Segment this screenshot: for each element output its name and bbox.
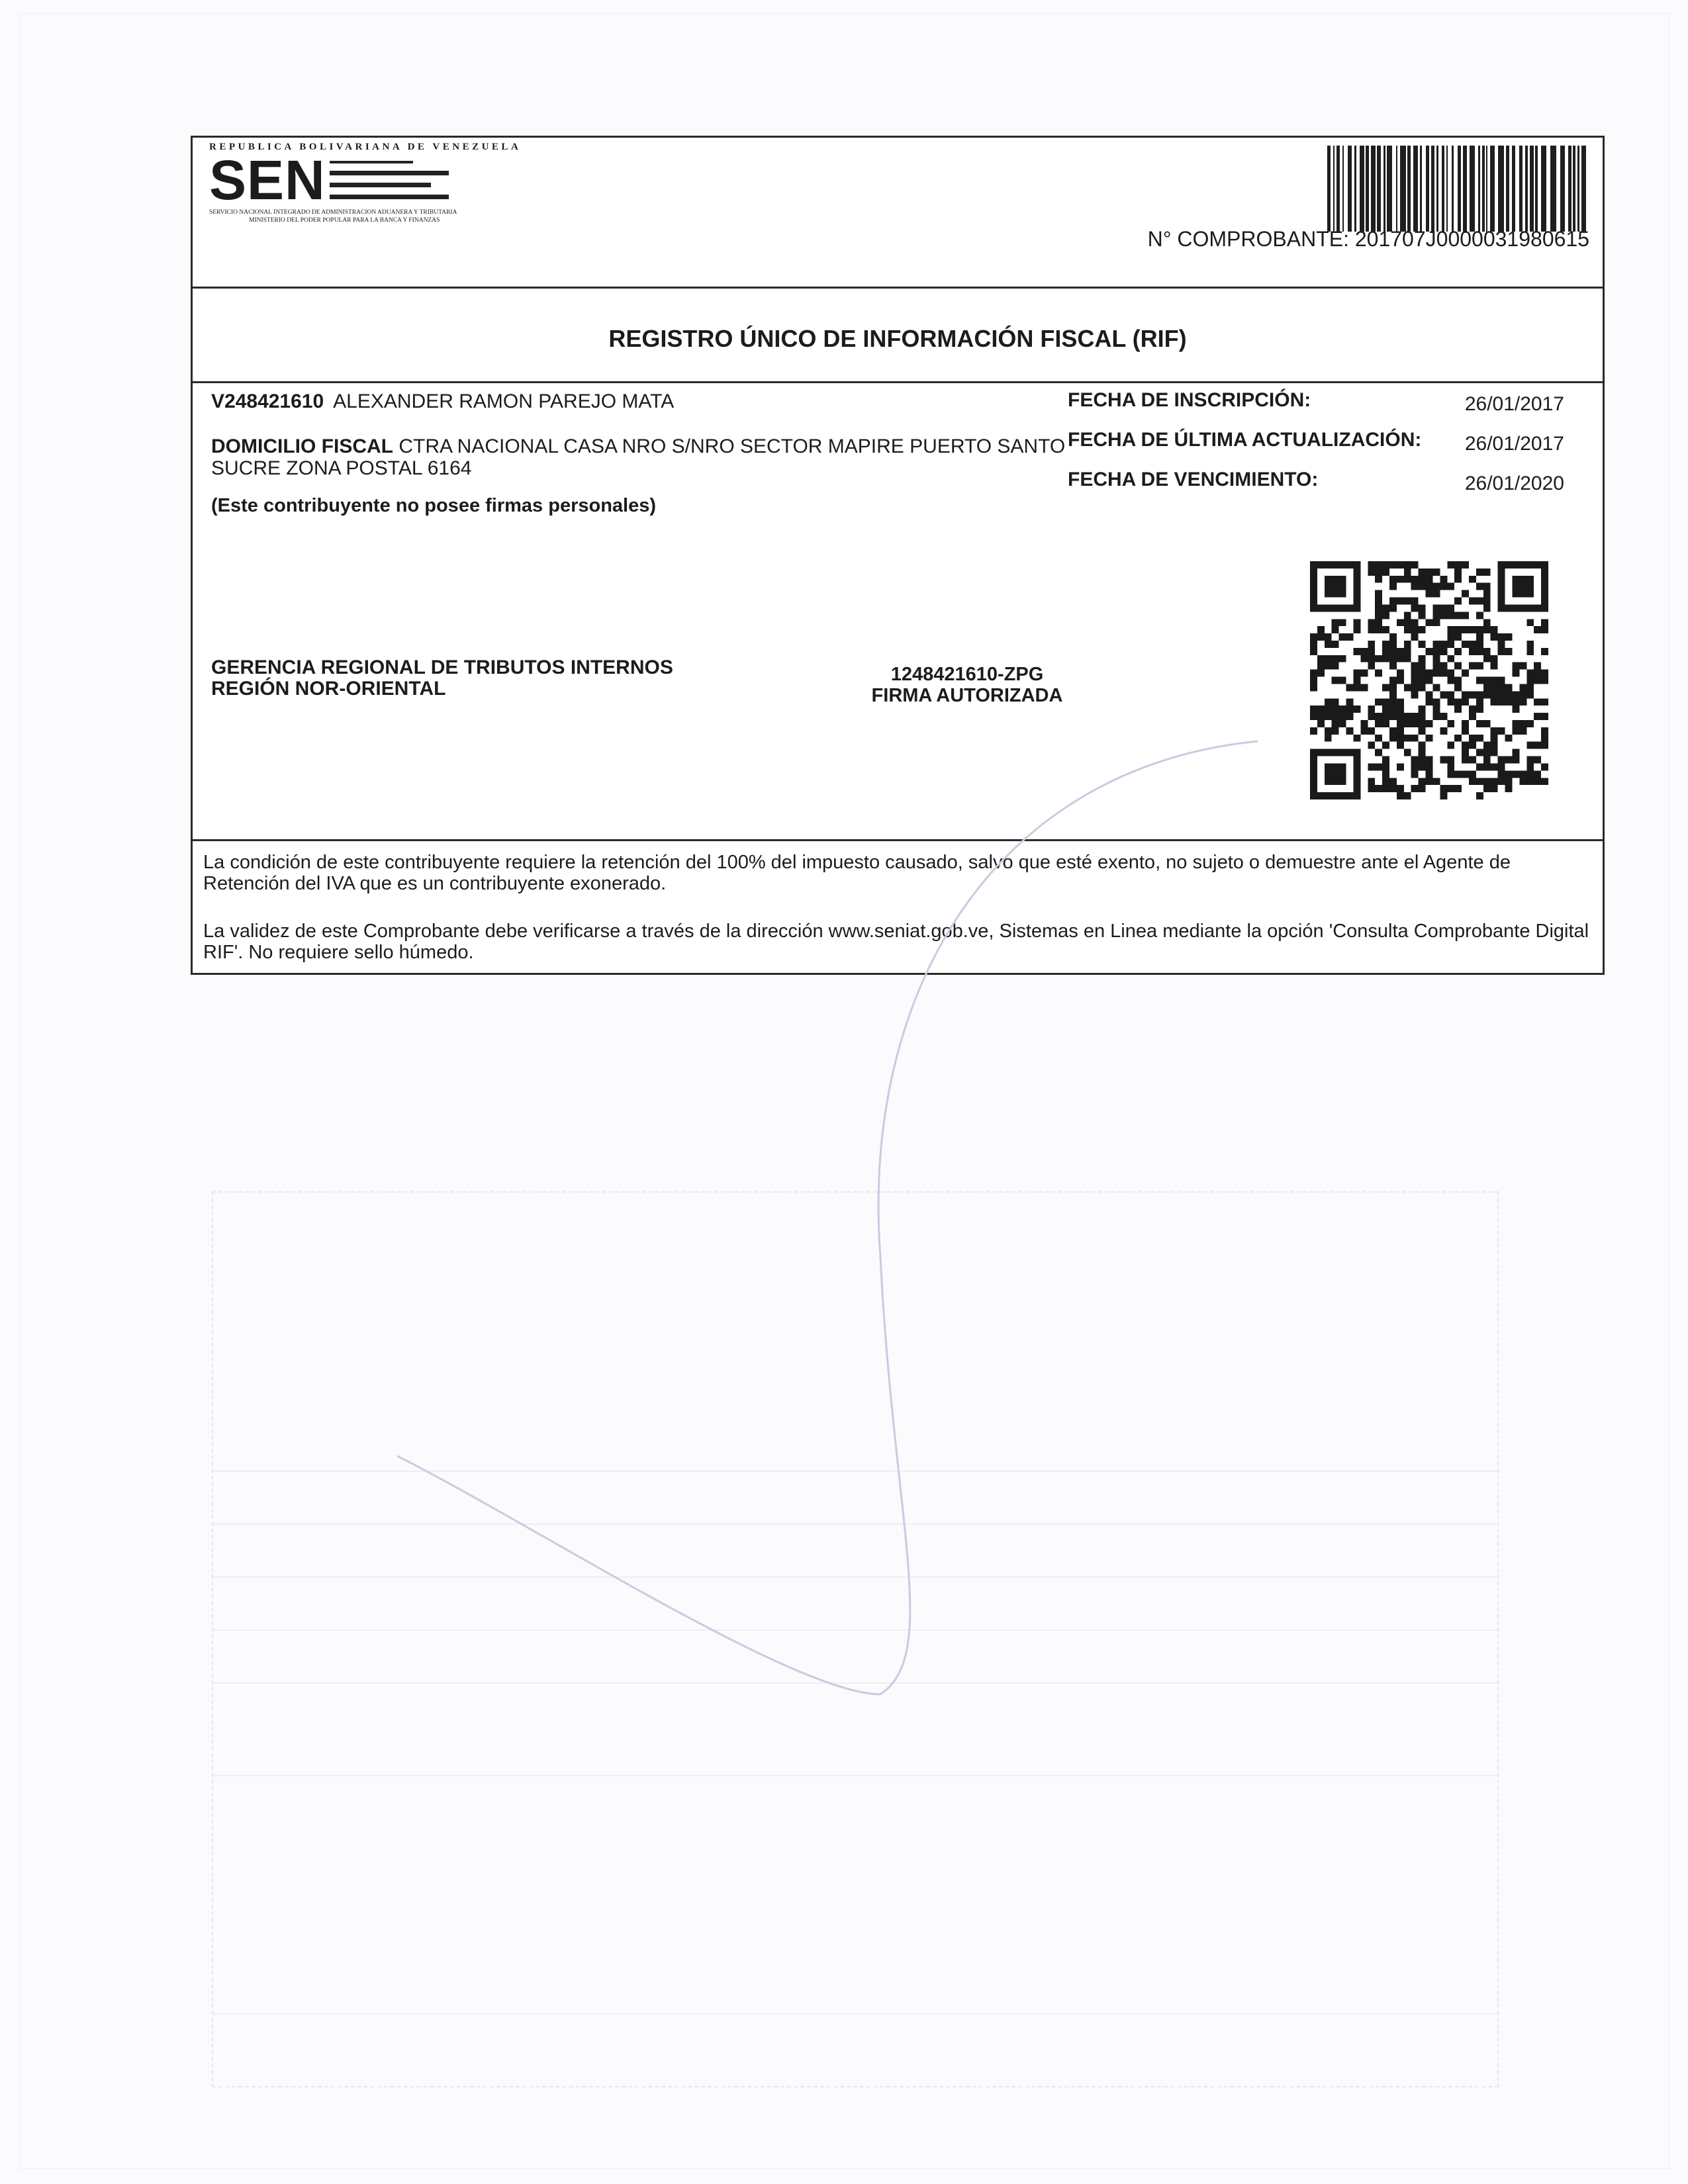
comprobante-number: N° COMPROBANTE: 201707J0000031980615 xyxy=(1147,227,1589,251)
fecha-inscripcion-value: 26/01/2017 xyxy=(1464,393,1564,415)
gerencia-line-2: REGIÓN NOR-ORIENTAL xyxy=(211,678,446,700)
fecha-actualizacion-value: 26/01/2017 xyxy=(1464,433,1564,455)
no-firmas-notice: (Este contribuyente no posee firmas personales) xyxy=(211,495,657,516)
fecha-vencimiento-value: 26/01/2020 xyxy=(1464,473,1564,494)
retencion-note: La condición de este contribuyente requiere la retención del 100% del impuesto causado, salvo que esté exento, no sujeto o demuestre ante el Agente de Retención del IVA que es un contribuyente exonerado. xyxy=(203,852,1511,894)
domicilio-value: CTRA NACIONAL CASA NRO S/NRO SECTOR MAPIRE PUERTO SANTO SUCRE ZONA POSTAL 6164 xyxy=(211,435,1066,479)
logo-word: SEN xyxy=(209,149,326,211)
domicilio-label: DOMICILIO FISCAL xyxy=(211,435,393,457)
firma-code: 1248421610-ZPG xyxy=(890,664,1044,685)
taxpayer-name: ALEXANDER RAMON PAREJO MATA xyxy=(333,390,675,412)
validez-note: La validez de este Comprobante debe verificarse a través de la dirección www.seniat.gob.ve, Sistemas en Linea mediante la opción 'Consulta Comprobante Digital RIF'. No requiere sello húmedo. xyxy=(203,921,1589,963)
logo-subtext-2: MINISTERIO DEL PODER POPULAR PARA LA BANCA Y FINANZAS xyxy=(249,217,440,224)
fecha-inscripcion-label: FECHA DE INSCRIPCIÓN: xyxy=(1068,389,1311,411)
fecha-actualizacion-label: FECHA DE ÚLTIMA ACTUALIZACIÓN: xyxy=(1068,429,1422,451)
firma-label: FIRMA AUTORIZADA xyxy=(871,685,1063,706)
rif-number: V248421610 xyxy=(211,390,324,412)
document-title: REGISTRO ÚNICO DE INFORMACIÓN FISCAL (RIF) xyxy=(608,325,1187,352)
fecha-vencimiento-label: FECHA DE VENCIMIENTO: xyxy=(1068,469,1319,490)
logo-subtext-1: SERVICIO NACIONAL INTEGRADO DE ADMINISTRACION ADUANERA Y TRIBUTARIA xyxy=(209,209,457,216)
gerencia-line-1: GERENCIA REGIONAL DE TRIBUTOS INTERNOS xyxy=(211,657,673,678)
logo-republic-text: REPUBLICA BOLIVARIANA DE VENEZUELA xyxy=(209,142,522,152)
